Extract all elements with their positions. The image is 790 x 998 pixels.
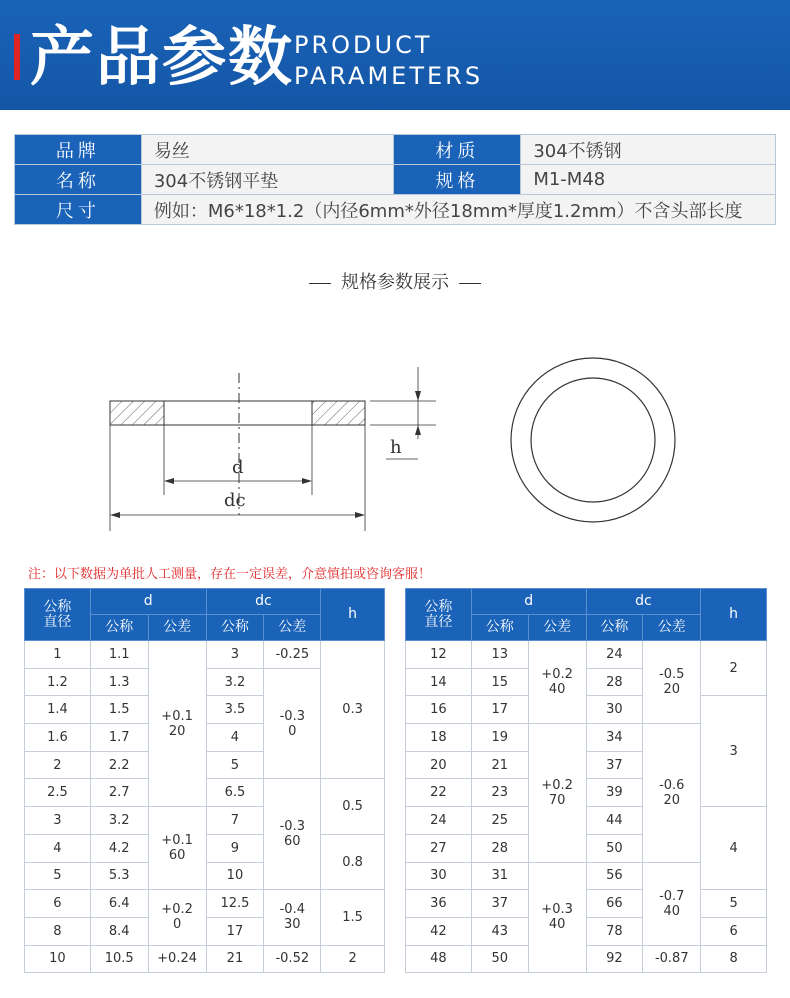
cell-d-tol: +0.20: [148, 890, 206, 945]
cell-dc: 92: [586, 945, 643, 973]
h-label: h: [390, 437, 402, 458]
cell-d: 28: [471, 834, 528, 862]
measurement-note: 注：以下数据为单批人工测量，存在一定误差，介意慎拍或咨询客服！: [28, 567, 432, 582]
cell-d: 1.1: [90, 641, 148, 669]
nominal-diameter-text: 公称直径: [43, 598, 72, 630]
banner-title: 产品参数: [30, 21, 294, 95]
cell-nominal: 4: [25, 834, 91, 862]
product-info-table: [14, 134, 776, 225]
cell-nominal: 16: [406, 696, 472, 724]
cell-d: 31: [471, 862, 528, 890]
size-value: 例如：M6*18*1.2（内径6mm*外径18mm*厚度1.2mm）不含头部长度: [141, 195, 775, 225]
table-row: [406, 945, 767, 973]
cell-dc: 37: [586, 751, 643, 779]
cell-dc-tol: -0.52: [264, 945, 321, 973]
name-value: 304不锈钢平垫: [141, 165, 394, 195]
cell-h: 2: [321, 945, 385, 973]
cell-dc-tol: -0.520: [643, 641, 701, 724]
cell-nominal: 36: [406, 890, 472, 918]
cell-dc: 7: [206, 807, 264, 835]
cell-h: 2: [701, 641, 767, 696]
side-view: [110, 367, 436, 531]
h-header: h: [701, 589, 767, 641]
cell-dc: 66: [586, 890, 643, 918]
cell-dc: 78: [586, 917, 643, 945]
cell-dc: 3.5: [206, 696, 264, 724]
cell-dc-tol: -0.360: [264, 779, 321, 890]
cell-nominal: 2: [25, 751, 91, 779]
cell-h: 0.3: [321, 641, 385, 779]
brand-label: 品牌: [15, 135, 142, 165]
cell-dc-tol: -0.30: [264, 668, 321, 779]
section-title-text: 规格参数展示: [341, 272, 449, 293]
cell-d: 13: [471, 641, 528, 669]
table-row: [25, 890, 385, 918]
cell-d: 8.4: [90, 917, 148, 945]
d-tolerance-header: 公差: [528, 615, 586, 641]
cell-d: 2.2: [90, 751, 148, 779]
banner-subtitle-line2: PARAMETERS: [294, 62, 484, 90]
cell-dc: 44: [586, 807, 643, 835]
cell-nominal: 24: [406, 807, 472, 835]
info-row-brand: [15, 135, 776, 165]
cell-d: 25: [471, 807, 528, 835]
cell-h: 0.5: [321, 779, 385, 834]
table-row: [406, 890, 767, 918]
cell-d: 1.7: [90, 724, 148, 752]
nominal-diameter-header: [406, 589, 472, 641]
table-row: [25, 641, 385, 669]
cell-d: 3.2: [90, 807, 148, 835]
cell-dc-tol: -0.87: [643, 945, 701, 973]
cell-d-tol: +0.240: [528, 641, 586, 724]
material-value: 304不锈钢: [521, 135, 776, 165]
nominal-diameter-text: 公称直径: [424, 598, 453, 630]
d-nominal-header: 公称: [471, 615, 528, 641]
cell-nominal: 48: [406, 945, 472, 973]
cell-d: 4.2: [90, 834, 148, 862]
cell-nominal: 5: [25, 862, 91, 890]
cell-d: 50: [471, 945, 528, 973]
cell-dc: 30: [586, 696, 643, 724]
info-row-name: [15, 165, 776, 195]
cell-nominal: 10: [25, 945, 91, 973]
cell-d: 37: [471, 890, 528, 918]
name-label: 名称: [15, 165, 142, 195]
cell-d-tol: +0.24: [148, 945, 206, 973]
table-row: [406, 807, 767, 835]
cell-h: 6: [701, 917, 767, 945]
cell-nominal: 6: [25, 890, 91, 918]
cell-d: 1.5: [90, 696, 148, 724]
cell-d: 5.3: [90, 862, 148, 890]
size-label: 尺寸: [15, 195, 142, 225]
cell-nominal: 42: [406, 917, 472, 945]
h-header: h: [321, 589, 385, 641]
header-banner: [0, 0, 790, 110]
cell-d-tol: +0.270: [528, 724, 586, 862]
d-nominal-header: 公称: [90, 615, 148, 641]
cell-nominal: 22: [406, 779, 472, 807]
cell-nominal: 8: [25, 917, 91, 945]
cell-dc: 3.2: [206, 668, 264, 696]
cell-dc: 9: [206, 834, 264, 862]
spec-table-left: [24, 588, 385, 973]
cell-dc: 12.5: [206, 890, 264, 918]
cell-dc: 6.5: [206, 779, 264, 807]
section-title: [0, 268, 790, 294]
cell-h: 4: [701, 807, 767, 890]
cell-d-tol: +0.340: [528, 862, 586, 973]
cell-nominal: 27: [406, 834, 472, 862]
brand-value: 易丝: [141, 135, 394, 165]
cell-dc: 10: [206, 862, 264, 890]
cell-d: 6.4: [90, 890, 148, 918]
banner-subtitle: [294, 30, 483, 92]
cell-d: 1.3: [90, 668, 148, 696]
cell-nominal: 20: [406, 751, 472, 779]
cell-d: 23: [471, 779, 528, 807]
d-label: d: [232, 457, 244, 478]
washer-drawing: [100, 355, 720, 545]
cell-dc: 50: [586, 834, 643, 862]
cell-dc: 56: [586, 862, 643, 890]
cell-d-tol: +0.120: [148, 641, 206, 807]
dc-header: dc: [206, 589, 321, 615]
spec-table-right: [405, 588, 767, 973]
cell-h: 0.8: [321, 834, 385, 889]
d-tolerance-header: 公差: [148, 615, 206, 641]
cell-d: 17: [471, 696, 528, 724]
cell-nominal: 1.4: [25, 696, 91, 724]
cell-nominal: 3: [25, 807, 91, 835]
cell-dc: 24: [586, 641, 643, 669]
cell-nominal: 1.2: [25, 668, 91, 696]
dc-tolerance-header: 公差: [264, 615, 321, 641]
cell-d: 43: [471, 917, 528, 945]
cell-dc-tol: -0.740: [643, 862, 701, 945]
cell-nominal: 2.5: [25, 779, 91, 807]
cell-dc-tol: -0.620: [643, 724, 701, 862]
table-header-row: [25, 589, 385, 615]
spec-value: M1-M48: [521, 165, 776, 195]
front-view-ring: [511, 358, 675, 522]
d-header: d: [471, 589, 586, 615]
dc-nominal-header: 公称: [206, 615, 264, 641]
nominal-diameter-header: [25, 589, 91, 641]
cell-h: 1.5: [321, 890, 385, 945]
table-header-row: [406, 589, 767, 615]
material-label: 材质: [394, 135, 521, 165]
cell-nominal: 1: [25, 641, 91, 669]
cell-h: 3: [701, 696, 767, 807]
table-row: [25, 945, 385, 973]
cell-d: 2.7: [90, 779, 148, 807]
cell-d: 15: [471, 668, 528, 696]
cell-nominal: 12: [406, 641, 472, 669]
dc-nominal-header: 公称: [586, 615, 643, 641]
cell-dc: 34: [586, 724, 643, 752]
cell-dc: 17: [206, 917, 264, 945]
cell-h: 5: [701, 890, 767, 918]
dc-label: dc: [224, 490, 246, 511]
cell-nominal: 1.6: [25, 724, 91, 752]
table-row: [406, 696, 767, 724]
d-header: d: [90, 589, 206, 615]
cell-nominal: 18: [406, 724, 472, 752]
cell-d: 19: [471, 724, 528, 752]
info-row-size: [15, 195, 776, 225]
spec-label: 规格: [394, 165, 521, 195]
cell-dc: 3: [206, 641, 264, 669]
cell-dc: 28: [586, 668, 643, 696]
cell-d: 10.5: [90, 945, 148, 973]
title-dash-left: [309, 283, 331, 284]
cell-dc-tol: -0.25: [264, 641, 321, 669]
cell-dc: 39: [586, 779, 643, 807]
cell-h: 8: [701, 945, 767, 973]
table-row: [406, 641, 767, 669]
cell-nominal: 30: [406, 862, 472, 890]
cell-nominal: 14: [406, 668, 472, 696]
banner-subtitle-line1: PRODUCT: [294, 31, 433, 59]
banner-accent-bar: [14, 34, 20, 80]
cell-dc: 5: [206, 751, 264, 779]
cell-dc: 21: [206, 945, 264, 973]
cell-d-tol: +0.160: [148, 807, 206, 890]
cell-dc-tol: -0.430: [264, 890, 321, 945]
title-dash-right: [459, 283, 481, 284]
table-row: [406, 917, 767, 945]
cell-d: 21: [471, 751, 528, 779]
dc-tolerance-header: 公差: [643, 615, 701, 641]
cell-dc: 4: [206, 724, 264, 752]
dc-header: dc: [586, 589, 701, 615]
